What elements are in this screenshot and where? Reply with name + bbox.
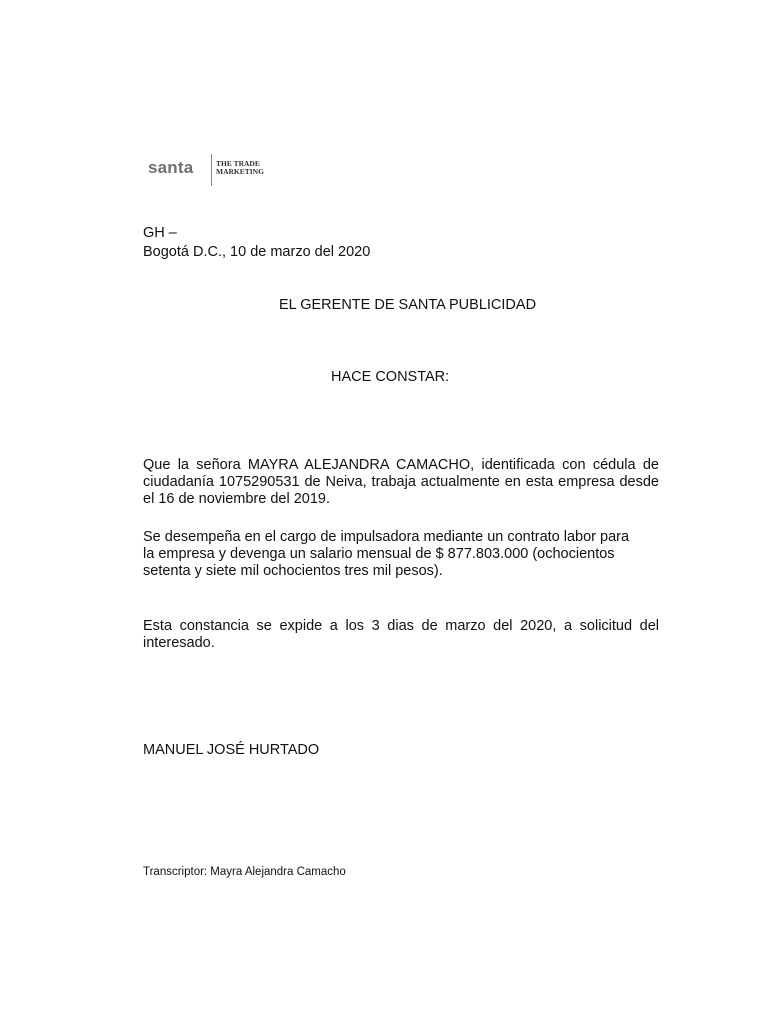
- paragraph-issuance: Esta constancia se expide a los 3 dias de marzo del 2020, a solicitud del interesado.: [143, 618, 659, 652]
- reference-code: GH –: [143, 225, 177, 241]
- paragraph-salary-line1: Se desempeña en el cargo de impulsadora mediante un contrato labor para: [143, 529, 630, 545]
- logo-tagline: [216, 160, 276, 176]
- logo-tagline-line1: THE TRADE: [216, 159, 260, 168]
- paragraph-salary-line3: setenta y siete mil ochocientos tres mil pesos).: [143, 563, 443, 580]
- transcriptor-note: Transcriptor: Mayra Alejandra Camacho: [143, 866, 346, 878]
- paragraph-salary-line2: la empresa y devenga un salario mensual de $ 877.803.000 (ochocientos: [143, 546, 615, 563]
- logo-tagline-line2: MARKETING: [216, 167, 264, 176]
- paragraph-salary: [143, 529, 659, 581]
- signatory-name: MANUEL JOSÉ HURTADO: [143, 742, 320, 758]
- logo-brand-text: santa: [148, 158, 194, 177]
- logo-divider: [211, 154, 212, 186]
- document-title: EL GERENTE DE SANTA PUBLICIDAD: [279, 297, 537, 313]
- company-logo: [148, 152, 278, 188]
- document-subtitle: HACE CONSTAR:: [331, 369, 450, 385]
- place-date: Bogotá D.C., 10 de marzo del 2020: [143, 244, 371, 260]
- paragraph-employment: Que la señora MAYRA ALEJANDRA CAMACHO, identificada con cédula de ciudadanía 1075290531 de Neiva, trabaja actualmente en esta empresa desde el 16 de noviembre del 2019.: [143, 457, 659, 508]
